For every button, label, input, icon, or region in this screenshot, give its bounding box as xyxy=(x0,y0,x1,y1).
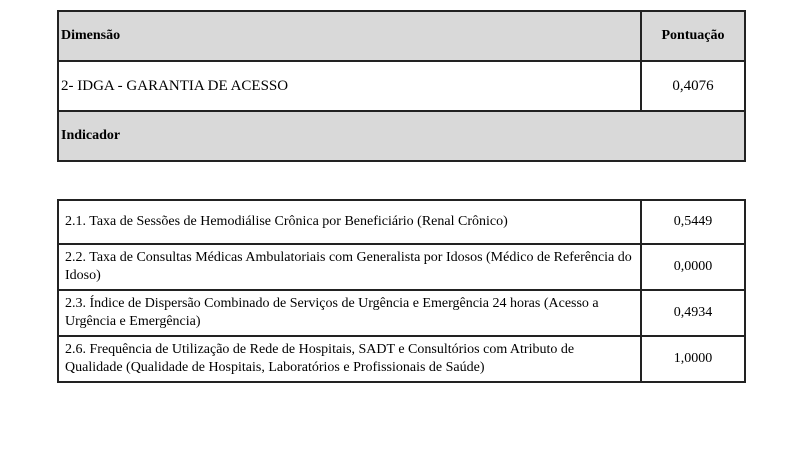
indicator-name: 2.1. Taxa de Sessões de Hemodiálise Crônica por Beneficiário (Renal Crônico) xyxy=(58,200,641,244)
indicator-header-row xyxy=(58,111,745,161)
indicator-score: 0,5449 xyxy=(641,200,745,244)
dimension-score: 0,4076 xyxy=(641,61,745,111)
dimension-header-row xyxy=(58,11,745,61)
indicator-score: 0,4934 xyxy=(641,290,745,336)
dimension-name: 2- IDGA - GARANTIA DE ACESSO xyxy=(58,61,641,111)
table-row xyxy=(58,200,745,244)
dimension-table xyxy=(57,10,746,162)
dimension-row xyxy=(58,61,745,111)
table-row xyxy=(58,290,745,336)
table-row xyxy=(58,244,745,290)
indicator-score: 1,0000 xyxy=(641,336,745,382)
score-header: Pontuação xyxy=(641,11,745,61)
indicator-name: 2.2. Taxa de Consultas Médicas Ambulatoriais com Generalista por Idosos (Médico de Referência do Idoso) xyxy=(58,244,641,290)
indicator-name: 2.3. Índice de Dispersão Combinado de Serviços de Urgência e Emergência 24 horas (Acesso a Urgência e Emergência) xyxy=(58,290,641,336)
indicator-header: Indicador xyxy=(58,111,745,161)
indicator-table xyxy=(57,199,746,383)
dimension-header: Dimensão xyxy=(58,11,641,61)
indicator-name: 2.6. Frequência de Utilização de Rede de Hospitais, SADT e Consultórios com Atributo de Qualidade (Qualidade de Hospitais, Laboratórios e Profissionais de Saúde) xyxy=(58,336,641,382)
indicator-score: 0,0000 xyxy=(641,244,745,290)
table-row xyxy=(58,336,745,382)
